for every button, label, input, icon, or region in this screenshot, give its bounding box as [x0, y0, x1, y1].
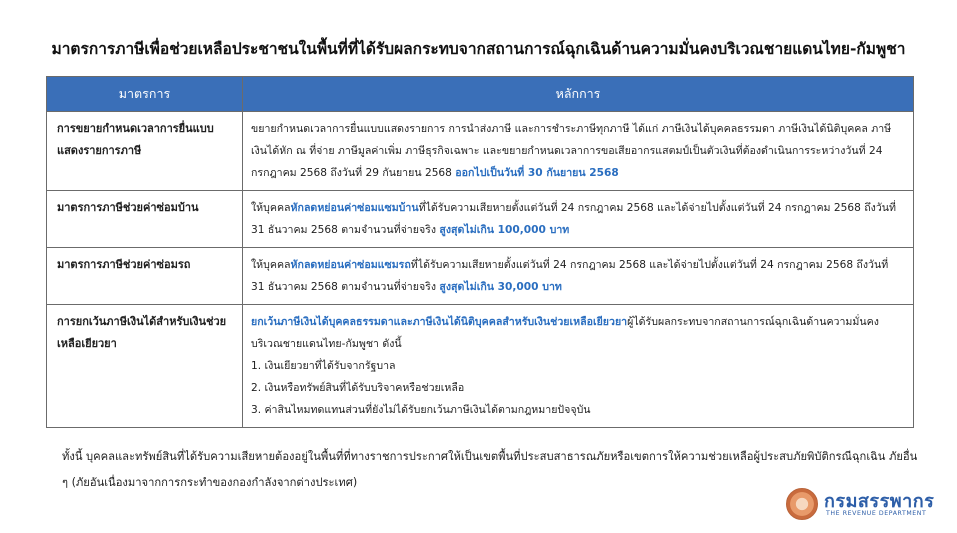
footer-note: ทั้งนี้ บุคคลและทรัพย์สินที่ได้รับความเสียหายต้องอยู่ในพื้นที่ที่ทางราชการประกาศให้เป็นเขตพื้นที่ประสบสาธารณภัยหรือเขตการให้ความช่วยเหลือผู้ประสบภัยพิบัติกรณีฉุกเฉิน ภัยอื่น ๆ (ภัยอันเนื่องมาจากการกระทำของกองกำลังจากต่างประเทศ): [62, 450, 918, 489]
list-item: 1. เงินเยียวยาที่ได้รับจากรัฐบาล: [251, 360, 396, 372]
measures-table: [46, 76, 914, 428]
measure-cell: การยกเว้นภาษีเงินได้สำหรับเงินช่วยเหลือเยียวยา: [47, 305, 243, 428]
principle-text: ที่ได้รับความเสียหายตั้งแต่วันที่ 24 กรกฎาคม 2568 และได้จ่ายไปตั้งแต่วันที่ 24 กรกฎาคม 2568 ถึงวันที่ 31 ธันวาคม 2568 ตามจำนวนที่จ่ายจริง: [251, 202, 896, 236]
measure-cell: มาตรการภาษีช่วยค่าซ่อมรถ: [47, 248, 243, 305]
principle-text: ให้บุคคล: [251, 259, 291, 271]
principle-cell: [243, 248, 914, 305]
header-measure: มาตรการ: [47, 77, 243, 112]
header-principle: หลักการ: [243, 77, 914, 112]
principle-text: ที่ได้รับความเสียหายตั้งแต่วันที่ 24 กรกฎาคม 2568 และได้จ่ายไปตั้งแต่วันที่ 24 กรกฎาคม 2568 ถึงวันที่ 31 ธันวาคม 2568 ตามจำนวนที่จ่ายจริง: [251, 259, 889, 293]
principle-cell: [243, 112, 914, 191]
principle-highlight: สูงสุดไม่เกิน 30,000 บาท: [439, 281, 562, 293]
list-item: 2. เงินหรือทรัพย์สินที่ได้รับบริจาคหรือช่วยเหลือ: [251, 382, 465, 394]
principle-highlight: สูงสุดไม่เกิน 100,000 บาท: [439, 224, 570, 236]
logo-subtitle: THE REVENUE DEPARTMENT: [826, 510, 927, 517]
measure-cell: มาตรการภาษีช่วยค่าซ่อมบ้าน: [47, 191, 243, 248]
measure-cell: การขยายกำหนดเวลาการยื่นแบบแสดงรายการภาษี: [47, 112, 243, 191]
principle-cell: [243, 305, 914, 428]
table-row: [47, 248, 914, 305]
page-title: มาตรการภาษีเพื่อช่วยเหลือประชาชนในพื้นที่ที่ได้รับผลกระทบจากสถานการณ์ฉุกเฉินด้านความมั่นคงบริเวณชายแดนไทย-กัมพูชา: [51, 40, 906, 58]
table-row: [47, 305, 914, 428]
list-item: 3. ค่าสินไหมทดแทนส่วนที่ยังไม่ได้รับยกเว้นภาษีเงินได้ตามกฎหมายปัจจุบัน: [251, 404, 591, 416]
principle-text: ขยายกำหนดเวลาการยื่นแบบแสดงรายการ การนำส่งภาษี และการชำระภาษีทุกภาษี ได้แก่ ภาษีเงินได้บุคคลธรรมดา ภาษีเงินได้นิติบุคคล ภาษีเงินได้หัก ณ ที่จ่าย ภาษีมูลค่าเพิ่ม ภาษีธุรกิจเฉพาะ และขยายกำหนดเวลาการขอเสียอากรแสตมป์เป็นตัวเงินที่ต้องดำเนินการระหว่างวันที่ 24 กรกฎาคม 2568 ถึงวันที่ 29 กันยายน 2568: [251, 123, 892, 179]
principle-text: ให้บุคคล: [251, 202, 291, 214]
principle-highlight: ออกไปเป็นวันที่ 30 กันยายน 2568: [455, 167, 619, 179]
table-row: [47, 191, 914, 248]
table-header-row: [47, 77, 914, 112]
exemption-list: [251, 355, 905, 421]
table-row: [47, 112, 914, 191]
principle-text: ผู้ได้รับผลกระทบจากสถานการณ์ฉุกเฉินด้านความมั่นคงบริเวณชายแดนไทย-กัมพูชา ดังนี้: [251, 316, 879, 350]
principle-highlight: หักลดหย่อนค่าซ่อมแซมบ้าน: [290, 202, 419, 214]
logo-name: กรมสรรพากร: [824, 491, 935, 512]
principle-cell: [243, 191, 914, 248]
revenue-department-logo: [786, 486, 936, 522]
principle-highlight: หักลดหย่อนค่าซ่อมแซมรถ: [290, 259, 411, 271]
revenue-emblem-icon: [786, 488, 818, 520]
principle-highlight: ยกเว้นภาษีเงินได้บุคคลธรรมดาและภาษีเงินได้นิติบุคคลสำหรับเงินช่วยเหลือเยียวยา: [251, 316, 628, 328]
